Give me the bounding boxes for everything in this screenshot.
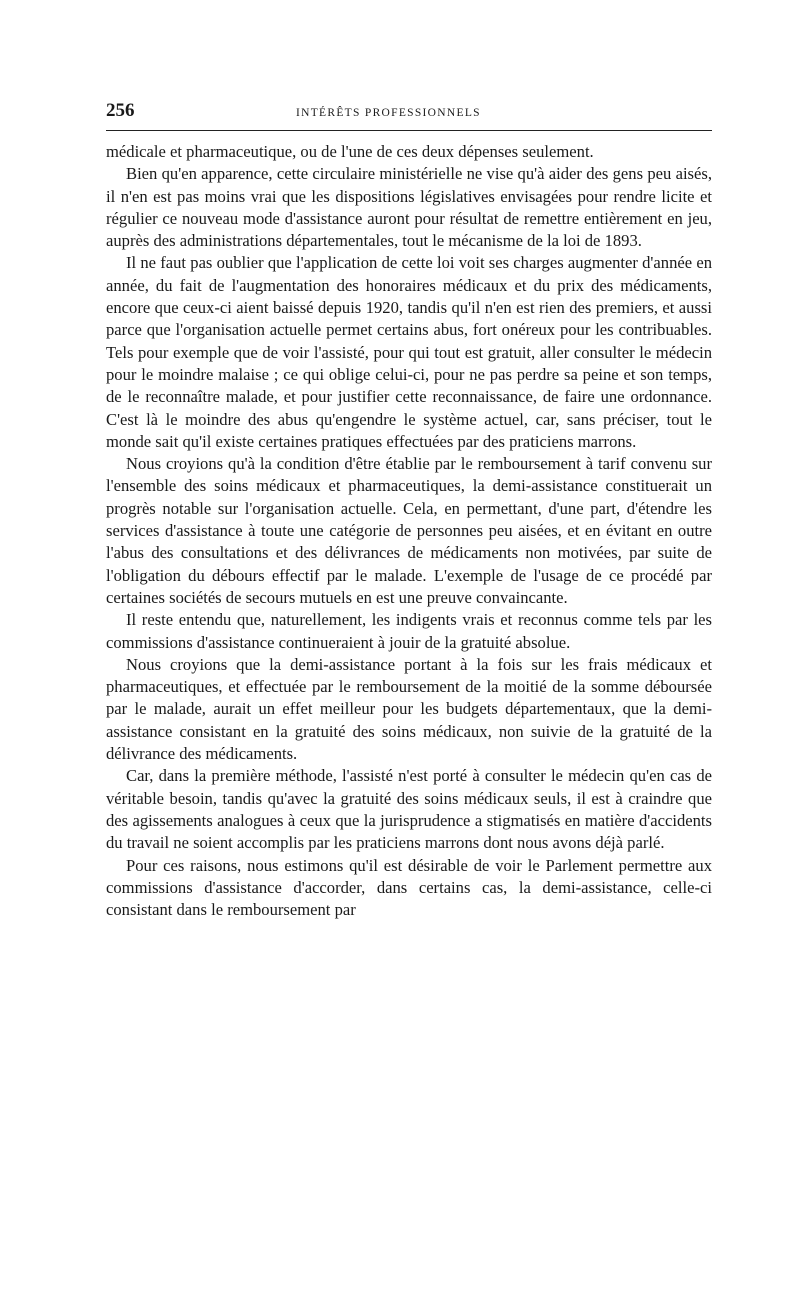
paragraph: Bien qu'en apparence, cette circulaire ministérielle ne vise qu'à aider des gens peu aisés, il n'en est pas moins vrai que les dispositions législatives envisagées pour rendre licite et régulier ce nouveau mode d'assistance auront pour résultat de remettre entièrement en jeu, auprès des administrations départementales, tout le mécanisme de la loi de 1893. [106,164,712,251]
body-text [106,141,712,921]
page-number: 256 [106,100,135,121]
running-header [106,100,712,131]
paragraph: Nous croyions que la demi-assistance portant à la fois sur les frais médicaux et pharmaceutiques, et effectuée par le remboursement de la moitié de la somme déboursée par le malade, aurait un effet meilleur pour les budgets départementaux, que la demi-assistance consistant en la gratuité des soins médicaux, non suivie de la gratuité de la délivrance des médicaments. [106,654,712,764]
paragraph: Il reste entendu que, naturellement, les indigents vrais et reconnus comme tels par les commissions d'assistance continueraient à jouir de la gratuité absolue. [106,610,712,652]
paragraph: Nous croyions qu'à la condition d'être établie par le remboursement à tarif convenu sur l'ensemble des soins médicaux et pharmaceutiques, la demi-assistance constituerait un progrès notable sur l'organisation actuelle. Cela, en permettant, d'une part, d'étendre les services d'assistance à toute une catégorie de personnes peu aisées, et en évitant en outre l'abus des consultations et des délivrances de médicaments non motivées, par suite de l'obligation du débours effectif par le malade. L'exemple de l'usage de ce procédé par certaines sociétés de secours mutuels en est une preuve convaincante. [106,454,712,607]
paragraph: Il ne faut pas oublier que l'application de cette loi voit ses charges augmenter d'année en année, du fait de l'augmentation des honoraires médicaux et du prix des médicaments, encore que ceux-ci aient baissé depuis 1920, tandis qu'il n'en est rien des premiers, et aussi parce que l'organisation actuelle permet certains abus, fort onéreux pour les contribuables. Tels pour exemple que de voir l'assisté, pour qui tout est gratuit, aller consulter le médecin pour le moindre malaise ; ce qui oblige celui-ci, pour ne pas perdre sa peine et son temps, de le reconnaître malade, et pour justifier cette reconnaissance, de faire une ordonnance. C'est là le moindre des abus qu'engendre le système actuel, car, sans préciser, tout le monde sait qu'il existe certaines pratiques effectuées par des praticiens marrons. [106,253,712,451]
book-page [106,100,712,921]
paragraph: médicale et pharmaceutique, ou de l'une de ces deux dépenses seulement. [106,142,594,161]
paragraph: Pour ces raisons, nous estimons qu'il est désirable de voir le Parlement permettre aux commissions d'assistance d'accorder, dans certains cas, la demi-assistance, celle-ci consistant dans le remboursement par [106,855,712,920]
running-title: INTÉRÊTS PROFESSIONNELS [296,107,481,119]
paragraph: Car, dans la première méthode, l'assisté n'est porté à consulter le médecin qu'en cas de véritable besoin, tandis qu'avec la gratuité des soins médicaux seuls, il est à craindre que des agissements analogues à ceux que la jurisprudence a stigmatisés en matière d'accidents du travail ne soient accomplis par les praticiens marrons dont nous avons déjà parlé. [106,766,712,853]
